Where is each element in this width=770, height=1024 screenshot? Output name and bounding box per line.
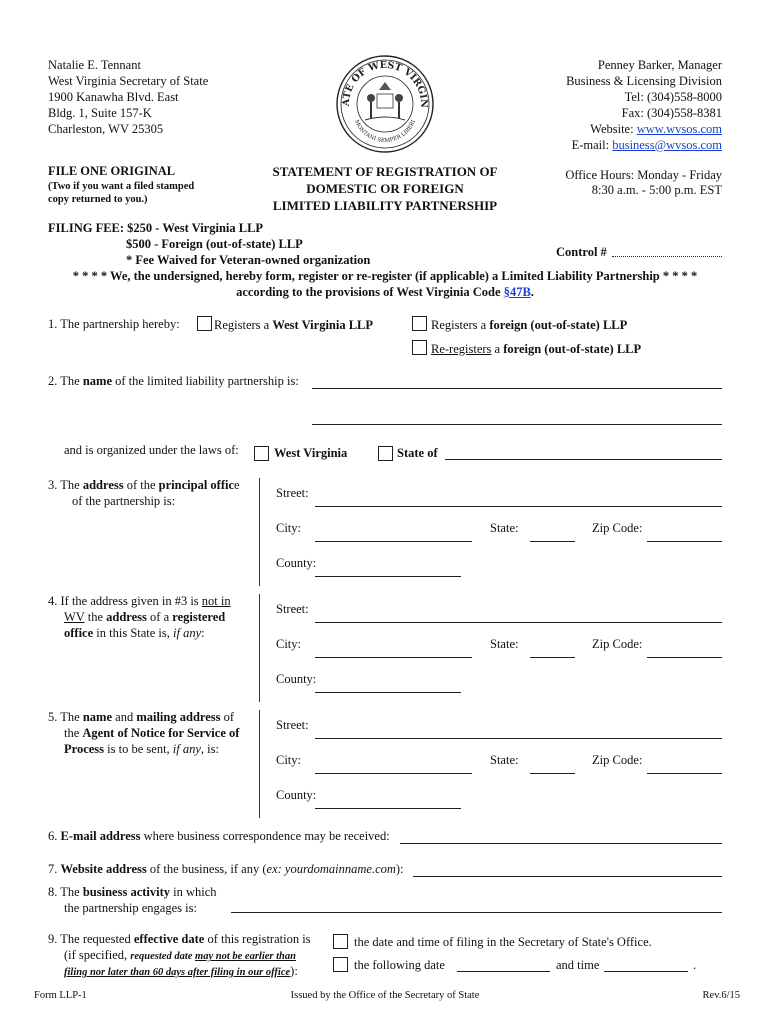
website-address-field[interactable] <box>413 876 722 877</box>
item3-pre: 3. The <box>48 478 83 492</box>
item3-city-label: City: <box>276 521 302 535</box>
item8-line2: the partnership engages is: <box>64 901 197 915</box>
item3-state-field[interactable] <box>530 541 575 542</box>
item4-state-label: State: <box>490 637 519 651</box>
item9-line3 <box>64 964 298 979</box>
item5-line2-pre: the <box>64 726 83 740</box>
option-register-wv <box>214 318 373 333</box>
effective-time-label: and time <box>556 958 600 972</box>
item3-zip-label: Zip Code: <box>592 521 643 535</box>
header-bldg: Bldg. 1, Suite 157-K <box>48 106 152 120</box>
intro-line1: * * * * We, the undersigned, hereby form, register or re-register (if applicable) a Limited Liability Partnership * * * * <box>72 269 698 283</box>
header-email <box>572 138 722 153</box>
llp-name-field-2[interactable] <box>312 424 722 425</box>
item3-bold2: principal offic <box>158 478 235 492</box>
item5-zip-label: Zip Code: <box>592 753 643 767</box>
effective-time-field[interactable] <box>604 971 688 972</box>
item4-under1: not in <box>201 594 231 608</box>
item4-county-label: County: <box>276 672 317 686</box>
header-manager: Penney Barker, Manager <box>597 58 722 72</box>
filing-fee <box>48 221 263 236</box>
footer-form-number: Form LLP-1 <box>34 990 87 1001</box>
header-division: Business & Licensing Division <box>566 74 722 88</box>
item3-line2: of the partnership is: <box>72 494 176 508</box>
item7-pre: 7. <box>48 862 61 876</box>
item6-bold: E-mail address <box>60 829 141 843</box>
effective-date-label: the following date <box>354 958 445 972</box>
svg-text:STATE OF WEST VIRGINIA: ATE OF WEST VIRGIN <box>340 59 430 108</box>
item9-line2 <box>64 948 296 963</box>
item4-under2: WV <box>64 610 85 624</box>
item4-line3 <box>64 626 205 641</box>
item5-line3-ital: if any <box>172 742 201 756</box>
item5-line2-bold: Agent of Notice for Service of <box>82 726 240 740</box>
item8-post: in which <box>170 885 217 899</box>
item5-county-field[interactable] <box>315 808 461 809</box>
opt3-mid: a <box>491 342 504 356</box>
item5-city-field[interactable] <box>315 773 472 774</box>
item3-county-label: County: <box>276 556 317 570</box>
email-link[interactable]: business@wvsos.com <box>612 138 722 152</box>
item6-label <box>48 829 390 844</box>
item3-street-field[interactable] <box>315 506 722 507</box>
item5-county-label: County: <box>276 788 317 802</box>
item4-zip-label: Zip Code: <box>592 637 643 651</box>
intro-line2-text: according to the provisions of West Virginia Code <box>236 285 501 299</box>
item5-line3-bold: Process <box>64 742 105 756</box>
checkbox-reregister-foreign[interactable] <box>412 340 427 355</box>
opt1-pre: Registers a <box>214 318 273 332</box>
header-tel: Tel: (304)558-8000 <box>624 90 722 104</box>
effective-filing-option: the date and time of filing in the Secretary of State's Office. <box>354 935 652 949</box>
item6-post: where business correspondence may be received: <box>140 829 390 843</box>
office-hours-line1: Office Hours: Monday - Friday <box>565 168 722 182</box>
item2-pre: 2. The <box>48 374 83 388</box>
option-register-foreign <box>431 318 627 333</box>
website-label: Website: <box>590 122 634 136</box>
item9-line1 <box>48 932 311 947</box>
item5-street-label: Street: <box>276 718 309 732</box>
item5-line3-post: is to be sent, <box>104 742 173 756</box>
form-title-line2: DOMESTIC OR FOREIGN <box>306 181 464 196</box>
item5-post: of <box>220 710 235 724</box>
filing-fee-veteran: * Fee Waived for Veteran-owned organization <box>126 253 371 267</box>
filing-fee-wv: : $250 - West Virginia LLP <box>119 221 264 235</box>
option-laws-state: State of <box>397 446 438 460</box>
item9-bold: effective date <box>133 932 205 946</box>
header-website <box>590 122 722 137</box>
item7-post: of the business, if any ( <box>146 862 267 876</box>
checkbox-effective-filing[interactable] <box>333 934 348 949</box>
item9-line3-biu: filing nor later than 60 days after filing in our office <box>64 967 291 978</box>
control-number-label: Control # <box>556 245 607 259</box>
item9-line3-end: ): <box>290 964 298 978</box>
item5-state-field[interactable] <box>530 773 575 774</box>
item2-bold: name <box>82 374 113 388</box>
item1-label: 1. The partnership hereby: <box>48 317 180 331</box>
item4-ital: if any <box>173 626 202 640</box>
item5-mid: and <box>112 710 137 724</box>
item4-city-label: City: <box>276 637 302 651</box>
item5-divider <box>259 710 260 818</box>
footer-issued: Issued by the Office of the Secretary of State <box>290 990 480 1001</box>
item3-street-label: Street: <box>276 486 309 500</box>
option-reregister-foreign <box>431 342 641 357</box>
website-link[interactable]: www.wvsos.com <box>636 122 722 136</box>
control-number-field[interactable] <box>612 256 722 257</box>
item3-bold1: address <box>82 478 124 492</box>
email-label: E-mail: <box>571 138 610 152</box>
intro-period: . <box>530 285 534 299</box>
item4-bold1: address <box>106 610 147 624</box>
checkbox-laws-state[interactable] <box>378 446 393 461</box>
opt2-bold: foreign (out-of-state) LLP <box>489 318 628 332</box>
item4-line1 <box>48 594 231 609</box>
item4-divider <box>259 594 260 702</box>
opt3-bold: foreign (out-of-state) LLP <box>503 342 642 356</box>
item4-pre: 4. If the address given in #3 is <box>48 594 202 608</box>
filing-fee-label: FILING FEE <box>48 221 120 235</box>
item6-pre: 6. <box>48 829 61 843</box>
item5-city-label: City: <box>276 753 302 767</box>
item2-post: of the limited liability partnership is: <box>112 374 299 388</box>
item5-zip-field[interactable] <box>647 773 722 774</box>
effective-time-period: . <box>693 958 697 972</box>
item8-pre: 8. The <box>48 885 83 899</box>
item9-post: of this registration is <box>204 932 311 946</box>
header-title: West Virginia Secretary of State <box>48 74 209 88</box>
item3-state-label: State: <box>490 521 519 535</box>
item9-line2-pre: (if specified, <box>64 948 131 962</box>
item4-colon: : <box>201 626 205 640</box>
item4-mid2: of a <box>146 610 173 624</box>
item4-city-field[interactable] <box>315 657 472 658</box>
item3-label <box>48 478 240 493</box>
item3-county-field[interactable] <box>315 576 461 577</box>
intro-line2 <box>0 285 770 300</box>
item5-state-label: State: <box>490 753 519 767</box>
item7-bold: Website address <box>60 862 147 876</box>
item2-label <box>48 374 299 389</box>
item5-pre: 5. The <box>48 710 83 724</box>
item9-line2-bi: requested date <box>130 951 196 962</box>
item4-bold2: registered <box>172 610 226 624</box>
item5-line2 <box>64 726 239 741</box>
item4-state-field[interactable] <box>530 657 575 658</box>
file-one-note1: (Two if you want a filed stamped <box>48 181 195 192</box>
item3-city-field[interactable] <box>315 541 472 542</box>
item4-line2 <box>64 610 225 625</box>
file-one-title: FILE ONE ORIGINAL <box>48 164 176 178</box>
llp-name-field-1[interactable] <box>312 388 722 389</box>
form-title-line1: STATEMENT OF REGISTRATION OF <box>272 164 498 179</box>
email-address-field[interactable] <box>400 843 722 844</box>
form-title-line3: LIMITED LIABILITY PARTNERSHIP <box>272 198 498 213</box>
item4-post: in this State is, <box>93 626 174 640</box>
item3-divider <box>259 478 260 586</box>
filing-fee-foreign: $500 - Foreign (out-of-state) LLP <box>126 237 303 251</box>
footer-revision: Rev.6/15 <box>702 990 740 1001</box>
item5-bold1: name <box>82 710 113 724</box>
checkbox-effective-date[interactable] <box>333 957 348 972</box>
item8-bold: business activity <box>82 885 171 899</box>
item9-line2-biu: may not be earlier than <box>195 951 296 962</box>
checkbox-register-wv[interactable] <box>197 316 212 331</box>
option-laws-wv: West Virginia <box>274 446 348 460</box>
file-one-note2: copy returned to you.) <box>48 194 148 205</box>
item5-line3-end: , is: <box>200 742 219 756</box>
checkbox-laws-wv[interactable] <box>254 446 269 461</box>
item7-label <box>48 862 404 877</box>
item5-line3 <box>64 742 219 757</box>
state-seal <box>335 54 435 154</box>
item4-bold3: office <box>64 626 94 640</box>
item9-pre: 9. The requested <box>48 932 134 946</box>
header-fax: Fax: (304)558-8381 <box>621 106 722 120</box>
opt3-pre: Re-registers <box>431 342 492 356</box>
checkbox-register-foreign[interactable] <box>412 316 427 331</box>
state-of-field[interactable] <box>445 459 722 460</box>
item3-zip-field[interactable] <box>647 541 722 542</box>
item4-zip-field[interactable] <box>647 657 722 658</box>
item5-line1 <box>48 710 234 725</box>
effective-date-field[interactable] <box>457 971 550 972</box>
item3-post: e <box>234 478 240 492</box>
item4-mid: the <box>84 610 107 624</box>
item5-bold2: mailing address <box>136 710 221 724</box>
item5-street-field[interactable] <box>315 738 722 739</box>
item8-line1 <box>48 885 217 900</box>
business-activity-field[interactable] <box>231 912 722 913</box>
opt1-bold: West Virginia LLP <box>272 318 374 332</box>
item7-end: ): <box>395 862 404 876</box>
header-name: Natalie E. Tennant <box>48 58 141 72</box>
item3-mid: of the <box>123 478 159 492</box>
header-street: 1900 Kanawha Blvd. East <box>48 90 179 104</box>
item7-ital: ex: yourdomainname.com <box>266 862 396 876</box>
organized-laws-label: and is organized under the laws of: <box>64 443 239 457</box>
opt2-pre: Registers a <box>431 318 490 332</box>
office-hours-line2: 8:30 a.m. - 5:00 p.m. EST <box>591 183 722 197</box>
header-city: Charleston, WV 25305 <box>48 122 164 136</box>
item4-street-field[interactable] <box>315 622 722 623</box>
item4-county-field[interactable] <box>315 692 461 693</box>
code-47b-link[interactable]: §47B <box>503 285 531 299</box>
item4-street-label: Street: <box>276 602 309 616</box>
svg-text:MONTANI SEMPER LIBERI: MONTANI SEMPER LIBERI <box>352 119 418 145</box>
